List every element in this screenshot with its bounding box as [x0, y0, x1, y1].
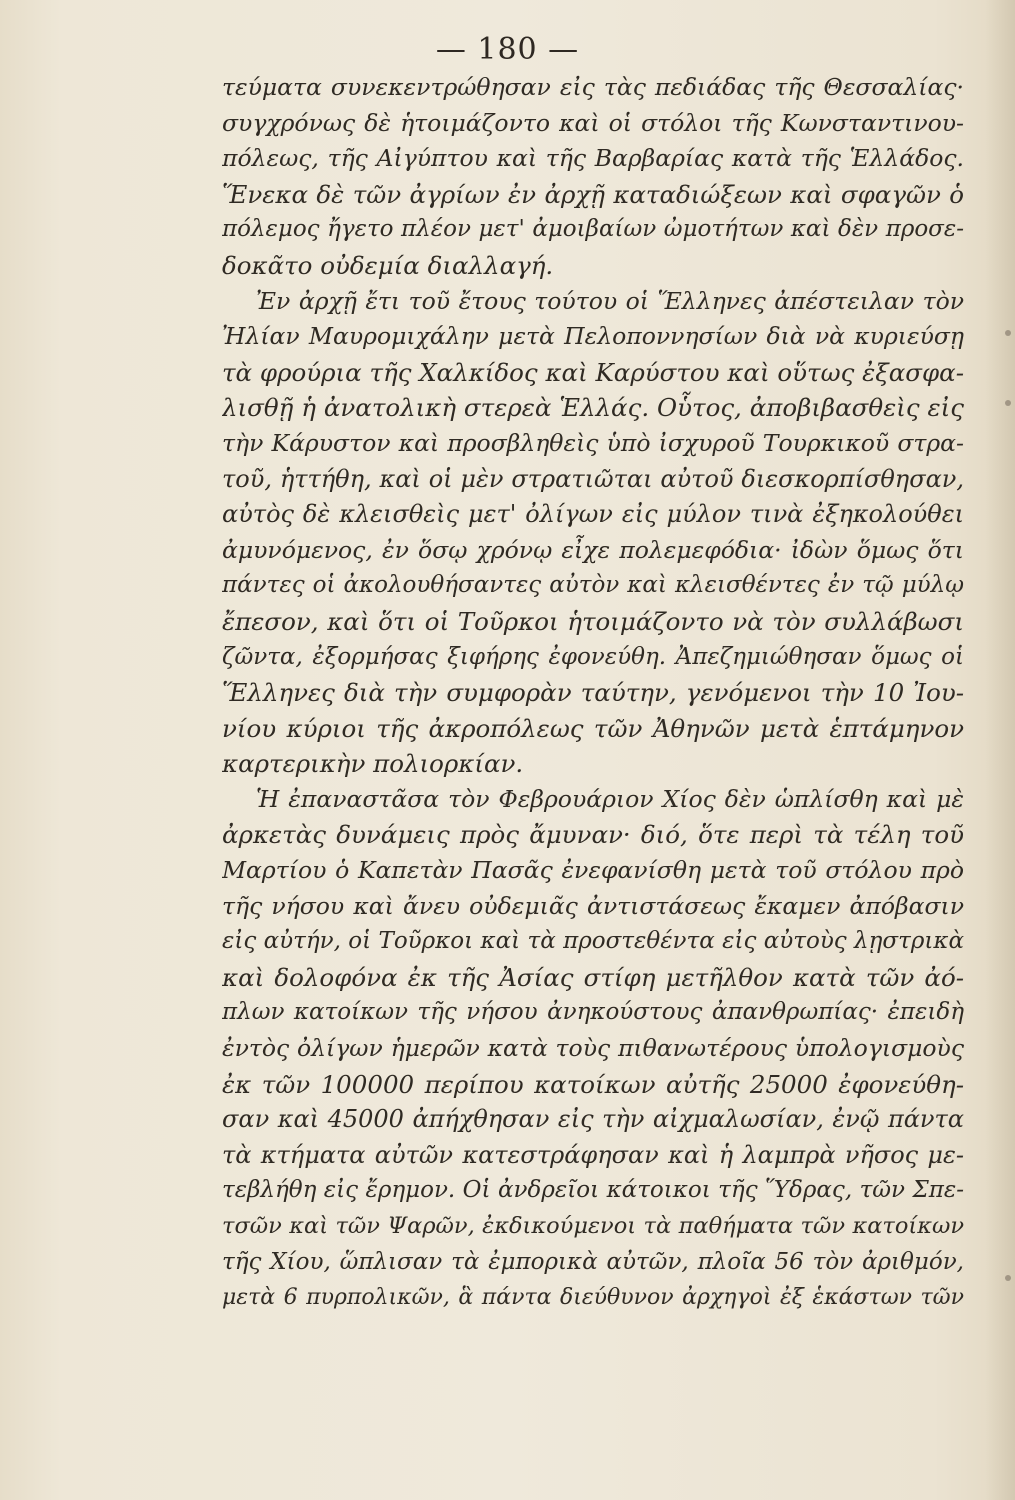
- text-line: καὶ δολοφόνα ἐκ τῆς Ἀσίας στίφη μετῆλθον κατὰ τῶν ἀό-: [222, 962, 964, 992]
- text-line: ζῶντα, ἐξορμήσας ξιφήρης ἐφονεύθη. Ἀπεζημιώθησαν ὅμως οἱ: [222, 643, 964, 670]
- margin-speck: [1005, 1275, 1011, 1281]
- margin-speck: [1005, 330, 1011, 336]
- text-line: ἐκ τῶν 100000 περίπου κατοίκων αὐτῆς 25000 ἐφονεύθη-: [222, 1069, 964, 1099]
- text-line: Ἕνεκα δὲ τῶν ἀγρίων ἐν ἀρχῇ καταδιώξεων καὶ σφαγῶν ὁ: [222, 179, 964, 209]
- text-line: τὰ κτήματα αὐτῶν κατεστράφησαν καὶ ἡ λαμπρὰ νῆσος με-: [222, 1140, 964, 1169]
- text-line: Ἕλληνες διὰ τὴν συμφορὰν ταύτην, γενόμενοι τὴν 10 Ἰου-: [222, 678, 964, 708]
- paragraph-first-line: Ἡ ἐπαναστᾶσα τὸν Φεβρουάριον Χίος δὲν ὡπλίσθη καὶ μὲ: [256, 784, 964, 813]
- text-line: σαν καὶ 45000 ἀπήχθησαν εἰς τὴν αἰχμαλωσίαν, ἐνῷ πάντα: [222, 1105, 964, 1134]
- text-line: εἰς αὐτήν, οἱ Τοῦρκοι καὶ τὰ προστεθέντα εἰς αὐτοὺς λῃστρικὰ: [222, 928, 964, 955]
- text-line: τῆς νήσου καὶ ἄνευ οὐδεμιᾶς ἀντιστάσεως ἔκαμεν ἀπόβασιν: [222, 891, 964, 920]
- text-line: πάντες οἱ ἀκολουθήσαντες αὐτὸν καὶ κλεισθέντες ἐν τῷ μύλῳ: [222, 572, 964, 599]
- text-line: τοῦ, ἡττήθη, καὶ οἱ μὲν στρατιῶται αὐτοῦ διεσκορπίσθησαν,: [222, 464, 964, 493]
- text-line: τὴν Κάρυστον καὶ προσβληθεὶς ὑπὸ ἰσχυροῦ Τουρκικοῦ στρα-: [222, 428, 964, 457]
- text-line: πόλεως, τῆς Αἰγύπτου καὶ τῆς Βαρβαρίας κατὰ τῆς Ἑλλάδος.: [222, 144, 964, 173]
- text-line: τὰ φρούρια τῆς Χαλκίδος καὶ Καρύστου καὶ οὕτως ἐξασφα-: [222, 357, 964, 387]
- page-edge-shadow: [985, 0, 1015, 1500]
- text-line: Μαρτίου ὁ Καπετὰν Πασᾶς ἐνεφανίσθη μετὰ τοῦ στόλου πρὸ: [222, 856, 964, 885]
- text-line: Ἠλίαν Μαυρομιχάλην μετὰ Πελοποννησίων διὰ νὰ κυριεύσῃ: [222, 322, 964, 351]
- text-line: πόλεμος ἤγετο πλέον μετ' ἀμοιβαίων ὠμοτήτων καὶ δὲν προσε-: [222, 216, 964, 243]
- paragraph-first-line: Ἐν ἀρχῇ ἔτι τοῦ ἔτους τούτου οἱ Ἕλληνες ἀπέστειλαν τὸν: [256, 286, 964, 315]
- text-line: τεβλήθη εἰς ἔρημον. Οἱ ἀνδρεῖοι κάτοικοι τῆς Ὕδρας, τῶν Σπε-: [222, 1177, 964, 1204]
- text-line: δοκᾶτο οὐδεμία διαλλαγή.: [222, 250, 554, 280]
- text-line: αὐτὸς δὲ κλεισθεὶς μετ' ὀλίγων εἰς μύλον τινὰ ἐξηκολούθει: [222, 500, 964, 529]
- text-line: τῆς Χίου, ὥπλισαν τὰ ἐμπορικὰ αὐτῶν, πλοῖα 56 τὸν ἀριθμόν,: [222, 1248, 964, 1275]
- text-line: ἀμυνόμενος, ἐν ὅσῳ χρόνῳ εἶχε πολεμεφόδια· ἰδὼν ὅμως ὅτι: [222, 535, 964, 564]
- margin-speck: [1005, 400, 1011, 406]
- text-line: καρτερικὴν πολιορκίαν.: [222, 749, 524, 779]
- text-line: λισθῇ ἡ ἀνατολικὴ στερεὰ Ἑλλάς. Οὗτος, ἀποβιβασθεὶς εἰς: [222, 393, 964, 423]
- text-line: ἔπεσον, καὶ ὅτι οἱ Τοῦρκοι ἡτοιμάζοντο νὰ τὸν συλλάβωσι: [222, 606, 964, 636]
- page-number: — 180 —: [435, 32, 580, 67]
- text-line: νίου κύριοι τῆς ἀκροπόλεως τῶν Ἀθηνῶν μετὰ ἑπτάμηνον: [222, 713, 964, 743]
- text-line: συγχρόνως δὲ ἡτοιμάζοντο καὶ οἱ στόλοι τῆς Κωνσταντινου-: [222, 108, 964, 137]
- body-text: [222, 70, 964, 1316]
- text-line: ἐντὸς ὀλίγων ἡμερῶν κατὰ τοὺς πιθανωτέρους ὑπολογισμοὺς: [222, 1034, 964, 1063]
- text-line: μετὰ 6 πυρπολικῶν, ἃ πάντα διεύθυνον ἀρχηγοὶ ἐξ ἑκάστων τῶν: [222, 1285, 964, 1311]
- text-line: πλων κατοίκων τῆς νήσου ἀνηκούστους ἀπανθρωπίας· ἐπειδὴ: [222, 999, 964, 1026]
- text-line: τσῶν καὶ τῶν Ψαρῶν, ἐκδικούμενοι τὰ παθήματα τῶν κατοίκων: [222, 1213, 964, 1239]
- text-line: τεύματα συνεκεντρώθησαν εἰς τὰς πεδιάδας τῆς Θεσσαλίας·: [222, 73, 964, 101]
- text-line: ἀρκετὰς δυνάμεις πρὸς ἄμυναν· διό, ὅτε περὶ τὰ τέλη τοῦ: [222, 820, 964, 850]
